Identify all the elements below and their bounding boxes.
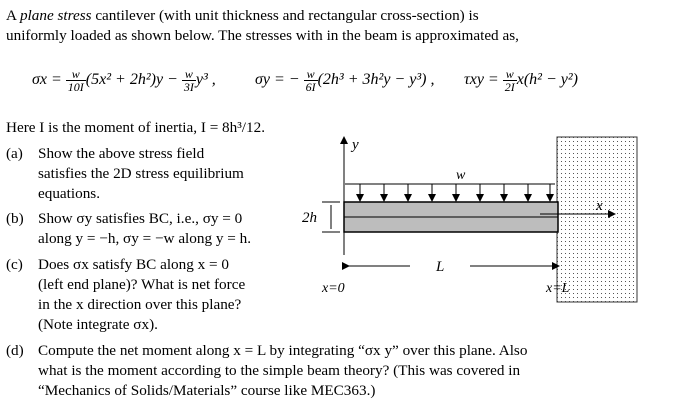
sigma-x-middle: (5x² + 2h²)y − xyxy=(85,71,178,89)
distributed-load-arrows xyxy=(345,184,555,198)
fixed-wall xyxy=(557,137,637,302)
part-c-line-1: Does σx satisfy BC along x = 0 xyxy=(38,256,229,273)
part-c-line-4: (Note integrate σx). xyxy=(38,316,158,333)
frac-num: w xyxy=(66,68,86,81)
length-label: L xyxy=(436,259,445,275)
part-a-label: (a) xyxy=(6,145,23,162)
height-label: 2h xyxy=(302,210,317,226)
part-a-line-3: equations. xyxy=(38,185,101,202)
part-a-line-1: Show the above stress field xyxy=(38,145,205,162)
part-d-line-1: Compute the net moment along x = L by integrating “σx y” over this plane. Also xyxy=(38,342,528,359)
sigma-y-lhs: σy = − xyxy=(255,71,300,89)
part-c-label: (c) xyxy=(6,256,23,273)
y-axis-label: y xyxy=(352,137,359,153)
part-d-line-2: what is the moment according to the simple beam theory? (This was covered in xyxy=(38,362,521,379)
intro-text-c: cantilever (with unit thickness and rectangular cross-section) is xyxy=(91,7,479,24)
part-a-line-2: satisfies the 2D stress equilibrium xyxy=(38,165,244,182)
part-c-line-2: (left end plane)? What is net force xyxy=(38,276,246,293)
sigma-x-lhs: σx = xyxy=(32,71,62,89)
frac-den: 3I xyxy=(183,80,194,94)
xL-label: x=L xyxy=(546,281,570,296)
sigma-y-tail: (2h³ + 3h²y − y³) , xyxy=(317,71,435,89)
x0-label: x=0 xyxy=(322,281,345,296)
frac-den: 2I xyxy=(504,80,515,94)
frac-num: w xyxy=(503,68,517,81)
part-c-line-3: in the x direction over this plane? xyxy=(38,296,242,313)
x-axis-label: x xyxy=(596,198,603,214)
part-b-line-1: Show σy satisfies BC, i.e., σy = 0 xyxy=(38,210,243,227)
intro-line-2: uniformly loaded as shown below. The stresses with in the beam is approximated as, xyxy=(6,27,519,44)
frac-num: w xyxy=(304,68,318,81)
frac-den: 6I xyxy=(305,80,316,94)
intro-text-a: A xyxy=(6,7,20,24)
sigma-x-tail: y³ , xyxy=(195,71,216,89)
part-b-label: (b) xyxy=(6,210,24,227)
part-d-label: (d) xyxy=(6,342,24,359)
inertia-line: Here I is the moment of inertia, I = 8h³/12. xyxy=(6,119,266,136)
tau-xy-lhs: τxy = xyxy=(464,71,499,89)
part-d-line-3: “Mechanics of Solids/Materials” course like MEC363.) xyxy=(38,382,376,399)
frac-den: 10I xyxy=(67,80,84,94)
load-label: w xyxy=(456,168,466,183)
part-b-line-2: along y = −h, σy = −w along y = h. xyxy=(38,230,251,247)
height-dimension xyxy=(322,202,340,232)
frac-num: w xyxy=(182,68,196,81)
tau-xy-tail: x(h² − y²) xyxy=(516,71,578,89)
intro-text-italic: plane stress xyxy=(19,7,92,24)
